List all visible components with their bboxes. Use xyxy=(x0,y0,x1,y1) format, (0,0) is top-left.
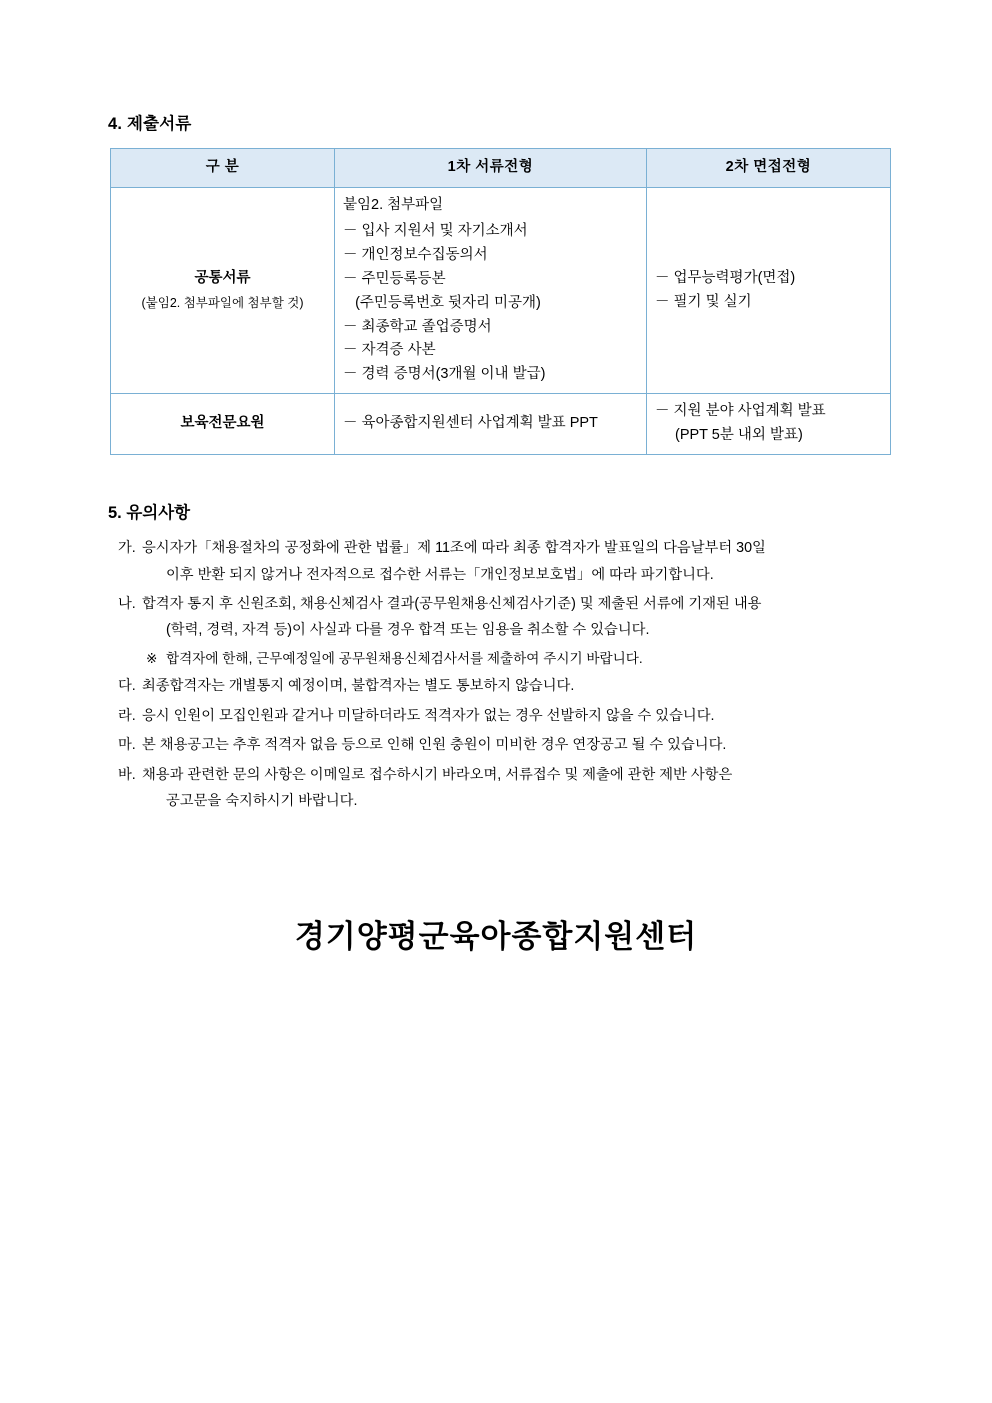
document-line: － 필기 및 실기 xyxy=(655,293,752,310)
note-body xyxy=(142,535,908,588)
cell-category-childcare-specialist: 보육전문요원 xyxy=(111,394,335,455)
category-subtitle: (붙임2. 첨부파일에 첨부할 것) xyxy=(141,296,304,311)
cell-second-stage-childcare-specialist xyxy=(647,394,891,455)
list-item xyxy=(118,535,908,588)
note-continuation: 공고문을 숙지하시기 바랍니다. xyxy=(166,793,358,810)
category-title: 공통서류 xyxy=(194,270,251,287)
table-row xyxy=(111,394,891,455)
note-body xyxy=(142,762,908,815)
note-text: 채용과 관련한 문의 사항은 이메일로 접수하시기 바라오며, 서류접수 및 제출에 관한 제반 사항은 xyxy=(142,766,733,783)
list-item xyxy=(118,762,908,815)
cell-category-common xyxy=(111,187,335,393)
section-4-heading: 4. 제출서류 xyxy=(108,115,192,133)
note-sub-item xyxy=(146,647,908,671)
note-sub-text: 합격자에 한해, 근무예정일에 공무원채용신체검사서를 제출하여 주시기 바랍니다. xyxy=(166,650,643,666)
column-header-category: 구 분 xyxy=(111,149,335,188)
note-label: 바. xyxy=(118,766,136,783)
cell-first-stage-childcare-specialist: － 육아종합지원센터 사업계획 발표 PPT xyxy=(335,394,647,455)
document-line: (PPT 5분 내외 발표) xyxy=(675,427,803,444)
document-line: － 주민등록등본 xyxy=(343,270,446,287)
submission-documents-table xyxy=(110,148,891,455)
note-text: 합격자 통지 후 신원조회, 채용신체검사 결과(공무원채용신체검사기준) 및 제출된 서류에 기재된 내용 xyxy=(142,596,762,613)
column-header-first-stage: 1차 서류전형 xyxy=(335,149,647,188)
document-line: － 최종학교 졸업증명서 xyxy=(343,318,492,335)
note-text: 응시자가「채용절차의 공정화에 관한 법률」제 11조에 따라 최종 합격자가 발표일의 다음날부터 30일 xyxy=(142,540,766,557)
note-continuation: (학력, 경력, 자격 등)이 사실과 다를 경우 합격 또는 임용을 취소할 수 있습니다. xyxy=(166,622,650,639)
note-text: 최종합격자는 개별통지 예정이며, 불합격자는 별도 통보하지 않습니다. xyxy=(142,678,575,695)
document-line: (주민등록번호 뒷자리 미공개) xyxy=(343,294,541,311)
list-item xyxy=(118,591,908,644)
cell-first-stage-common xyxy=(335,187,647,393)
list-item xyxy=(118,732,908,758)
note-text: 응시 인원이 모집인원과 같거나 미달하더라도 적격자가 없는 경우 선발하지 않을 수 있습니다. xyxy=(142,707,715,724)
document-line: － 자격증 사본 xyxy=(343,342,436,359)
note-label: 나. xyxy=(118,596,136,613)
document-line: － 업무능력평가(면접) xyxy=(655,269,796,286)
table-header xyxy=(111,149,891,188)
document-line: － 지원 분야 사업계획 발표 xyxy=(655,403,826,420)
note-body xyxy=(142,591,908,644)
document-line: － 경력 증명서(3개월 이내 발급) xyxy=(343,366,546,383)
table-body xyxy=(111,187,891,454)
cell-second-stage-common xyxy=(647,187,891,393)
note-label: 가. xyxy=(118,540,136,557)
document-line: － 입사 지원서 및 자기소개서 xyxy=(343,222,528,239)
document-line: － 개인정보수집동의서 xyxy=(343,246,488,263)
notes-list xyxy=(118,535,908,814)
note-label: 마. xyxy=(118,737,136,754)
note-asterisk-mark: ※ xyxy=(146,650,158,666)
section-5-heading: 5. 유의사항 xyxy=(108,504,191,523)
column-header-second-stage: 2차 면접전형 xyxy=(647,149,891,188)
note-label: 다. xyxy=(118,678,136,695)
organization-name: 경기양평군육아종합지원센터 xyxy=(294,918,698,955)
note-label: 라. xyxy=(118,707,136,724)
note-continuation: 이후 반환 되지 않거나 전자적으로 접수한 서류는「개인정보보호법」에 따라 파기합니다. xyxy=(166,566,714,583)
note-text: 본 채용공고는 추후 적격자 없음 등으로 인해 인원 충원이 미비한 경우 연장공고 될 수 있습니다. xyxy=(142,737,727,754)
table-header-row xyxy=(111,149,891,188)
table-row xyxy=(111,187,891,393)
document-line: 붙임2. 첨부파일 xyxy=(343,196,444,213)
list-item xyxy=(118,703,908,729)
list-item xyxy=(118,673,908,699)
